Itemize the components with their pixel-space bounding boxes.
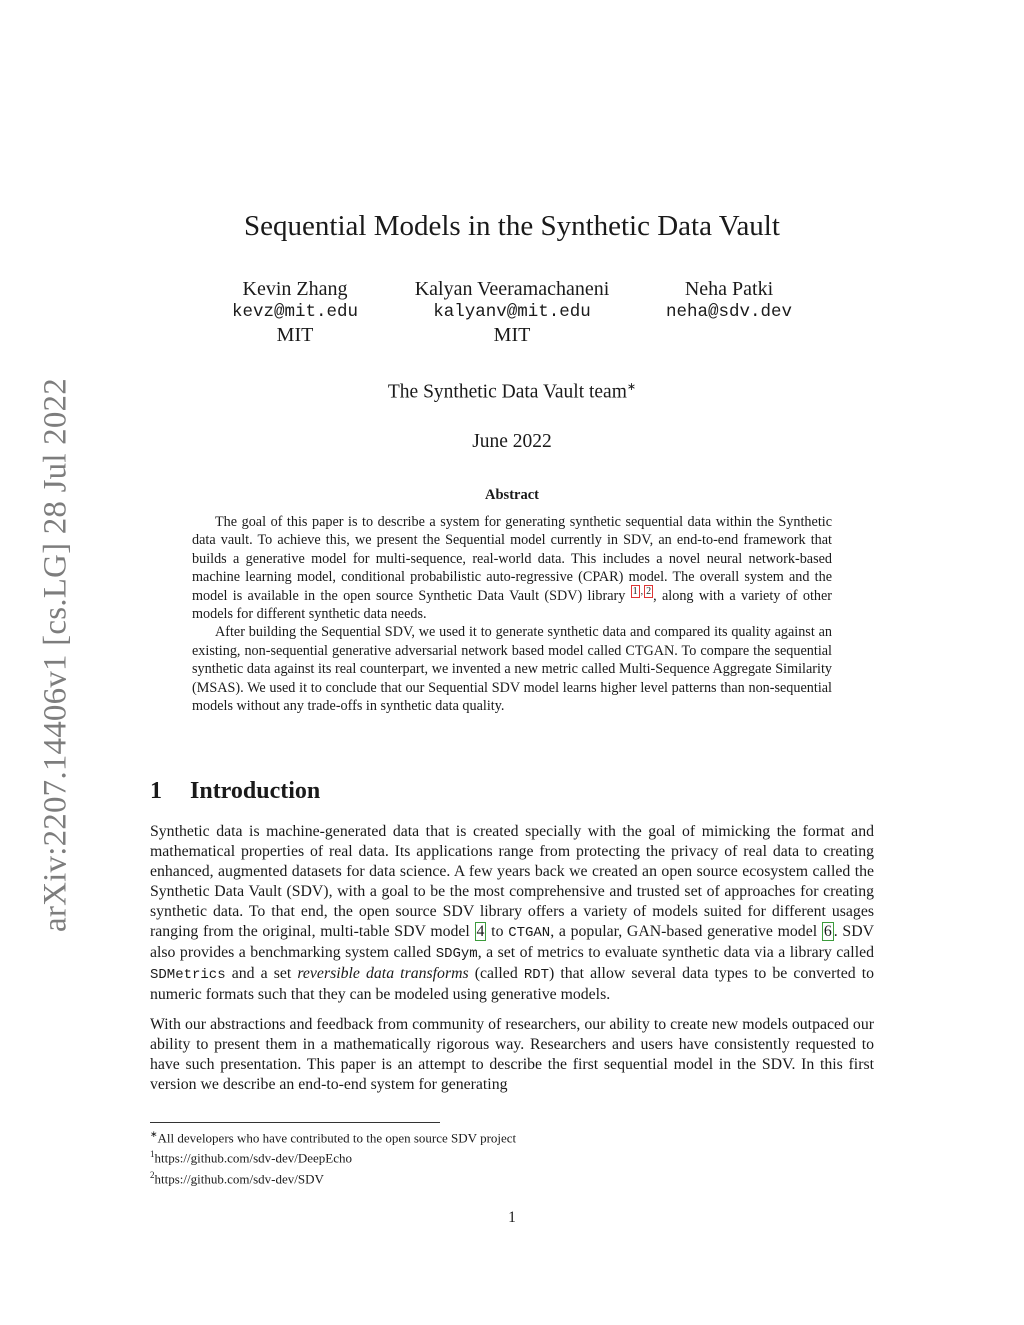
author-block xyxy=(666,278,792,324)
author-affiliation: MIT xyxy=(276,324,314,346)
arxiv-identifier: arXiv:2207.14406v1 [cs.LG] 28 Jul 2022 xyxy=(37,378,74,932)
author-affiliation: MIT xyxy=(493,324,531,346)
abstract-text: , along with a variety of other models for different synthetic data needs. xyxy=(192,587,832,623)
code-term: RDT xyxy=(523,967,550,983)
section-number: 1 xyxy=(150,778,162,804)
footnote-mark: ∗ xyxy=(150,1129,158,1139)
author-name: Kalyan Veeramachaneni xyxy=(414,278,610,300)
footnote-link[interactable]: 2 xyxy=(646,585,652,597)
footnotes xyxy=(150,1126,874,1187)
body-text: Synthetic data is machine-generated data that is created specially with the goal of mimicking the format and mathematical properties of real data. Its applications range from protecting the privacy of real data to creating enhanced, augmented datasets for data science. A few years back we created an open source ecosystem called the Synthetic Data Vault (SDV), with a goal to be the most comprehensive and trusted set of approaches for creating synthetic data. To that end, the open source SDV library offers a variety of models suited for different usages ranging from the original, multi-table SDV model xyxy=(150,823,874,940)
body-text: . SDV also provides a benchmarking system called xyxy=(150,923,875,961)
footnote xyxy=(150,1167,874,1187)
paper-title: Sequential Models in the Synthetic Data Vault xyxy=(244,210,780,242)
body-text: to xyxy=(486,923,509,940)
footnote xyxy=(150,1126,874,1146)
abstract-heading: Abstract xyxy=(485,487,539,503)
author-email[interactable]: kalyanv@mit.edu xyxy=(433,302,591,322)
author-email[interactable]: neha@sdv.dev xyxy=(665,302,793,322)
body-text: , a popular, GAN-based generative model xyxy=(550,923,822,940)
body-text: ) that allow several data types to be converted to numeric formats such that they can be modeled using generative models. xyxy=(150,965,874,1003)
footnote-url[interactable]: https://github.com/sdv-dev/DeepEcho xyxy=(154,1150,352,1166)
author-block xyxy=(232,278,358,347)
body-text: and a set xyxy=(225,965,298,982)
footnote-url[interactable]: https://github.com/sdv-dev/SDV xyxy=(154,1170,324,1186)
footnote-text: All developers who have contributed to the open source SDV project xyxy=(157,1130,517,1146)
footnote-separator: , xyxy=(640,585,644,597)
footnote-mark: 1 xyxy=(150,1149,155,1160)
team-footnote-mark[interactable]: ∗ xyxy=(626,381,637,393)
footnote-mark: 2 xyxy=(150,1169,155,1180)
body-paragraph xyxy=(150,822,874,1005)
introduction-body xyxy=(150,822,874,1105)
footnote-link[interactable]: 1 xyxy=(632,585,638,597)
citation-link[interactable]: 6 xyxy=(823,923,832,940)
author-block xyxy=(415,278,610,347)
author-email[interactable]: kevz@mit.edu xyxy=(231,302,359,322)
code-term: CTGAN xyxy=(508,925,551,941)
page-number: 1 xyxy=(508,1209,516,1226)
section-title: Introduction xyxy=(190,778,321,804)
team-line xyxy=(0,380,1024,404)
footnote xyxy=(150,1146,874,1166)
section-heading xyxy=(150,778,320,805)
code-term: SDMetrics xyxy=(150,967,226,983)
author-name: Kevin Zhang xyxy=(242,278,348,300)
body-text: , a set of metrics to evaluate synthetic data via a library called xyxy=(477,944,874,961)
abstract-paragraph: After building the Sequential SDV, we used it to generate synthetic data and compared its quality against an existing, non-sequential generative adversarial network based model called CTGAN. To compare the sequential synthetic data against its real counterpart, we invented a new metric called Multi-Sequence Aggregate Similarity (MSAS). We used it to conclude that our Sequential SDV model learns higher level patterns than non-sequential models without any trade-offs in synthetic data quality. xyxy=(192,624,832,715)
footnote-divider xyxy=(150,1122,440,1123)
abstract-text: The goal of this paper is to describe a system for generating synthetic sequential data within the Synthetic data vault. To achieve this, we present the Sequential model currently in SDV, an end-to-end framework that builds a generative model for multi-sequence, real-world data. This includes a novel neural network-based machine learning model, conditional probabilistic auto-regressive (CPAR) model. The overall system and the model is available in the open source Synthetic Data Vault (SDV) library xyxy=(192,514,832,604)
body-text: (called xyxy=(468,965,524,982)
emphasis-term: reversible data transforms xyxy=(297,965,469,982)
abstract-paragraph xyxy=(192,513,832,623)
body-paragraph: With our abstractions and feedback from community of researchers, our ability to create new models outpaced our ability to present them in a mathematically rigorous way. Researchers and users have consistently requested to have such presentation. This paper is an attempt to describe the first sequential model in the SDV. In this first version we describe an end-to-end system for generating xyxy=(150,1016,874,1093)
code-term: SDGym xyxy=(435,946,478,962)
citation-link[interactable]: 4 xyxy=(476,923,485,940)
author-name: Neha Patki xyxy=(684,278,774,300)
paper-date: June 2022 xyxy=(472,431,552,452)
abstract xyxy=(192,513,832,715)
team-name: The Synthetic Data Vault team xyxy=(387,381,627,403)
